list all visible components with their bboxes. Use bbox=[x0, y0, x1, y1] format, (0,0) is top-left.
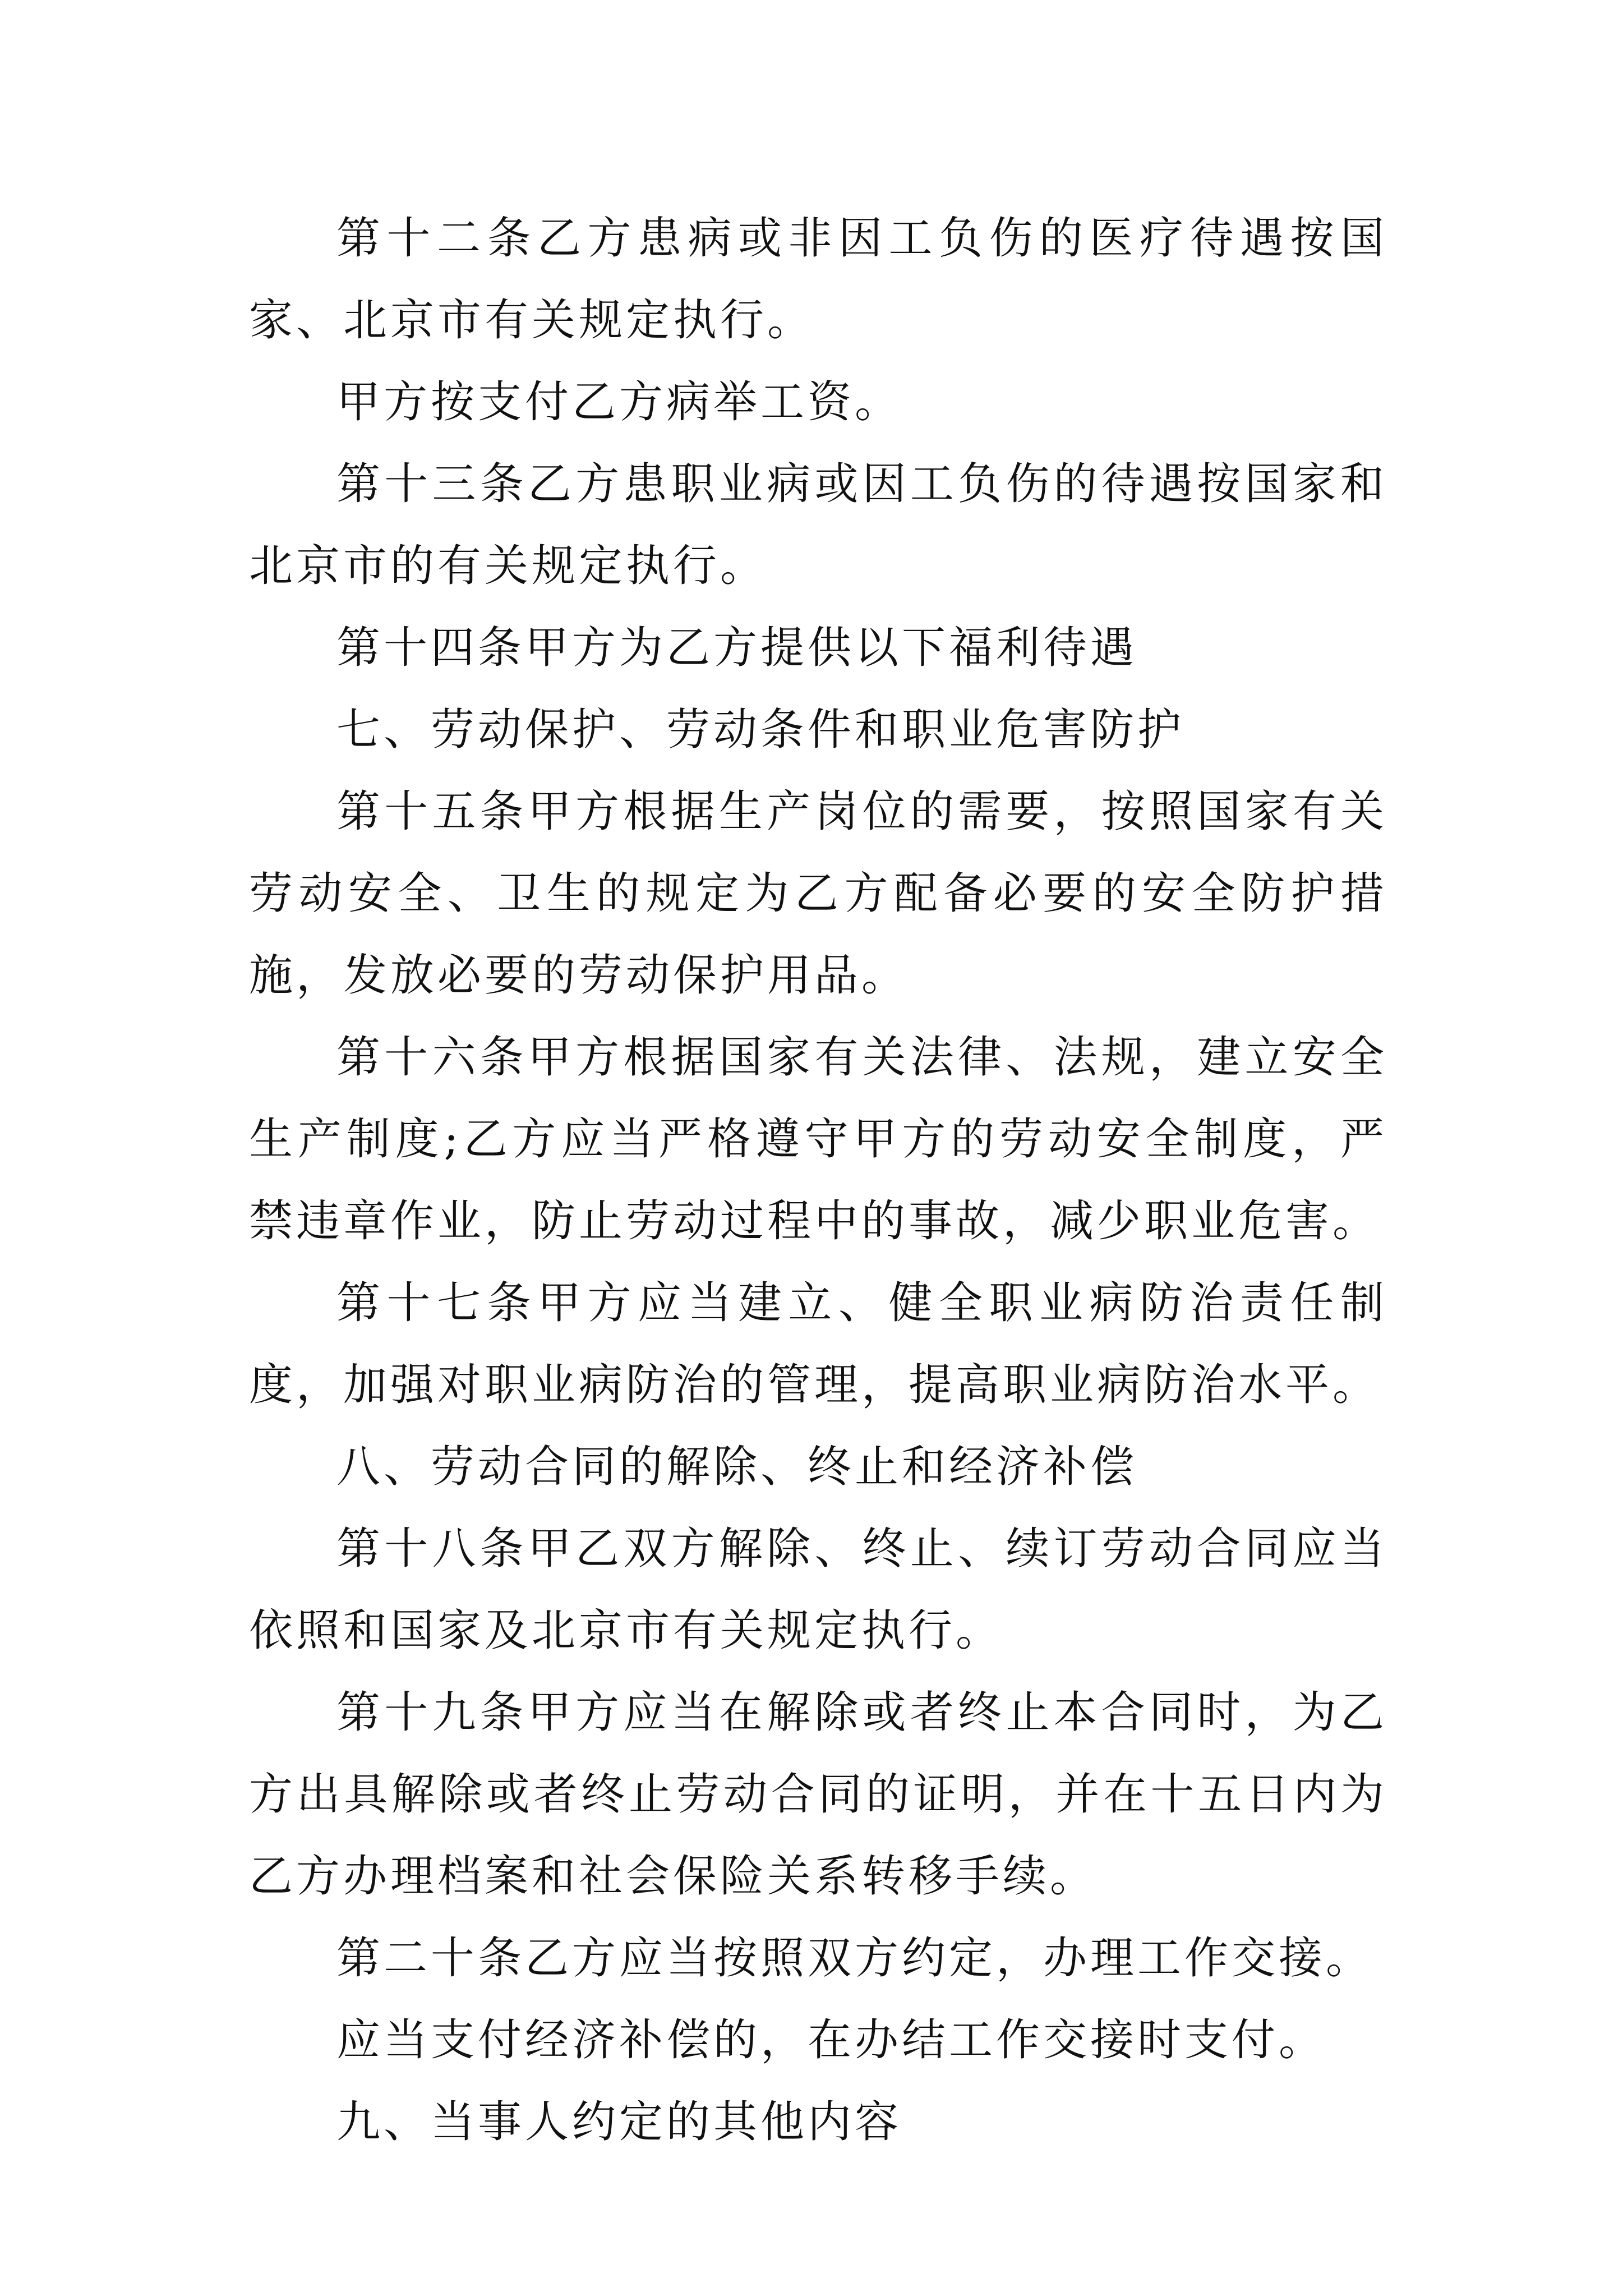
section-7-heading: 七、劳动保护、劳动条件和职业危害防护 bbox=[336, 705, 1185, 755]
article-19-paragraph: 第十九条甲方应当在解除或者终止本合同时，为乙方出具解除或者终止劳动合同的证明，并在十五日内为乙方办理档案和社会保险关系转移手续。 bbox=[249, 1687, 1387, 1902]
article-13-paragraph: 第十三条乙方患职业病或因工负伤的待遇按国家和北京市的有关规定执行。 bbox=[249, 459, 1387, 591]
article-16-paragraph: 第十六条甲方根据国家有关法律、法规，建立安全生产制度;乙方应当严格遵守甲方的劳动安全制度，严禁违章作业，防止劳动过程中的事故，减少职业危害。 bbox=[249, 1032, 1387, 1246]
article-18-paragraph: 第十八条甲乙双方解除、终止、续订劳动合同应当依照和国家及北京市有关规定执行。 bbox=[249, 1524, 1387, 1656]
article-12-paragraph: 第十二条乙方患病或非因工负伤的医疗待遇按国家、北京市有关规定执行。 bbox=[249, 213, 1387, 346]
document-body bbox=[249, 197, 1387, 2163]
article-14-paragraph: 第十四条甲方为乙方提供以下福利待遇 bbox=[336, 623, 1138, 673]
article-20-paragraph: 第二十条乙方应当按照双方约定，办理工作交接。 bbox=[336, 1933, 1373, 1984]
article-17-paragraph: 第十七条甲方应当建立、健全职业病防治责任制度，加强对职业病防治的管理，提高职业病防治水平。 bbox=[249, 1278, 1387, 1410]
sick-pay-paragraph: 甲方按支付乙方病举工资。 bbox=[336, 377, 902, 427]
article-15-paragraph: 第十五条甲方根据生产岗位的需要，按照国家有关劳动安全、卫生的规定为乙方配备必要的安全防护措施，发放必要的劳动保护用品。 bbox=[249, 786, 1387, 1001]
compensation-paragraph: 应当支付经济补偿的，在办结工作交接时支付。 bbox=[336, 2015, 1326, 2065]
section-9-heading: 九、当事人约定的其他内容 bbox=[336, 2097, 902, 2147]
section-8-heading: 八、劳动合同的解除、终止和经济补偿 bbox=[336, 1442, 1138, 1492]
